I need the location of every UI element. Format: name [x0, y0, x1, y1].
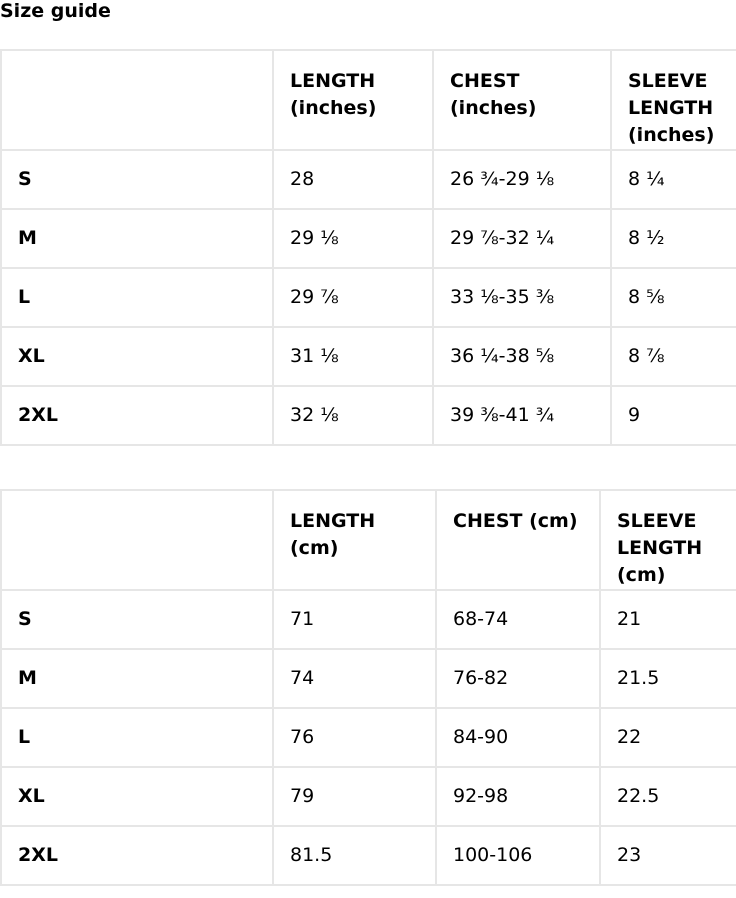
table-header-row	[1, 50, 736, 150]
sleeve-length-cell: 8 ½	[611, 209, 736, 268]
length-cell: 29 ⅛	[273, 209, 433, 268]
chest-cell: 39 ⅜-41 ¾	[433, 386, 611, 445]
chest-cell: 36 ¼-38 ⅝	[433, 327, 611, 386]
size-cell: XL	[1, 767, 273, 826]
size-cell: 2XL	[1, 386, 273, 445]
sleeve-length-cell: 8 ⅝	[611, 268, 736, 327]
chest-cell: 68-74	[436, 590, 600, 649]
size-cell: M	[1, 209, 273, 268]
size-cell: M	[1, 649, 273, 708]
header-cell-size	[1, 50, 273, 150]
chest-cell: 29 ⅞-32 ¼	[433, 209, 611, 268]
chest-cell: 33 ⅛-35 ⅜	[433, 268, 611, 327]
chest-cell: 92-98	[436, 767, 600, 826]
sleeve-length-cell: 9	[611, 386, 736, 445]
page-title: Size guide	[0, 0, 111, 22]
table-row	[1, 327, 736, 386]
table-row	[1, 209, 736, 268]
size-cell: 2XL	[1, 826, 273, 885]
length-cell: 74	[273, 649, 436, 708]
header-cell-chest: CHEST (cm)	[436, 490, 600, 590]
table-row	[1, 826, 736, 885]
sleeve-length-cell: 21	[600, 590, 736, 649]
sleeve-length-cell: 23	[600, 826, 736, 885]
length-cell: 31 ⅛	[273, 327, 433, 386]
header-cell-chest: CHEST (inches)	[433, 50, 611, 150]
size-cell: L	[1, 268, 273, 327]
length-cell: 32 ⅛	[273, 386, 433, 445]
header-cell-sleeve-length: SLEEVE LENGTH (cm)	[600, 490, 736, 590]
size-cell: XL	[1, 327, 273, 386]
length-cell: 71	[273, 590, 436, 649]
table-row	[1, 767, 736, 826]
sleeve-length-cell: 22.5	[600, 767, 736, 826]
sleeve-length-cell: 22	[600, 708, 736, 767]
length-cell: 81.5	[273, 826, 436, 885]
length-cell: 29 ⅞	[273, 268, 433, 327]
table-row	[1, 649, 736, 708]
header-cell-length: LENGTH (inches)	[273, 50, 433, 150]
table-row	[1, 386, 736, 445]
size-cell: L	[1, 708, 273, 767]
chest-cell: 100-106	[436, 826, 600, 885]
chest-cell: 76-82	[436, 649, 600, 708]
chest-cell: 84-90	[436, 708, 600, 767]
sleeve-length-cell: 21.5	[600, 649, 736, 708]
chest-cell: 26 ¾-29 ⅛	[433, 150, 611, 209]
table-row	[1, 150, 736, 209]
size-table-inches	[0, 49, 736, 446]
header-cell-size	[1, 490, 273, 590]
size-cell: S	[1, 590, 273, 649]
header-cell-sleeve-length: SLEEVE LENGTH (inches)	[611, 50, 736, 150]
size-cell: S	[1, 150, 273, 209]
header-cell-length: LENGTH (cm)	[273, 490, 436, 590]
table-row	[1, 590, 736, 649]
table-row	[1, 708, 736, 767]
length-cell: 79	[273, 767, 436, 826]
length-cell: 28	[273, 150, 433, 209]
sleeve-length-cell: 8 ¼	[611, 150, 736, 209]
size-table-cm	[0, 489, 736, 886]
length-cell: 76	[273, 708, 436, 767]
table-row	[1, 268, 736, 327]
sleeve-length-cell: 8 ⅞	[611, 327, 736, 386]
table-header-row	[1, 490, 736, 590]
